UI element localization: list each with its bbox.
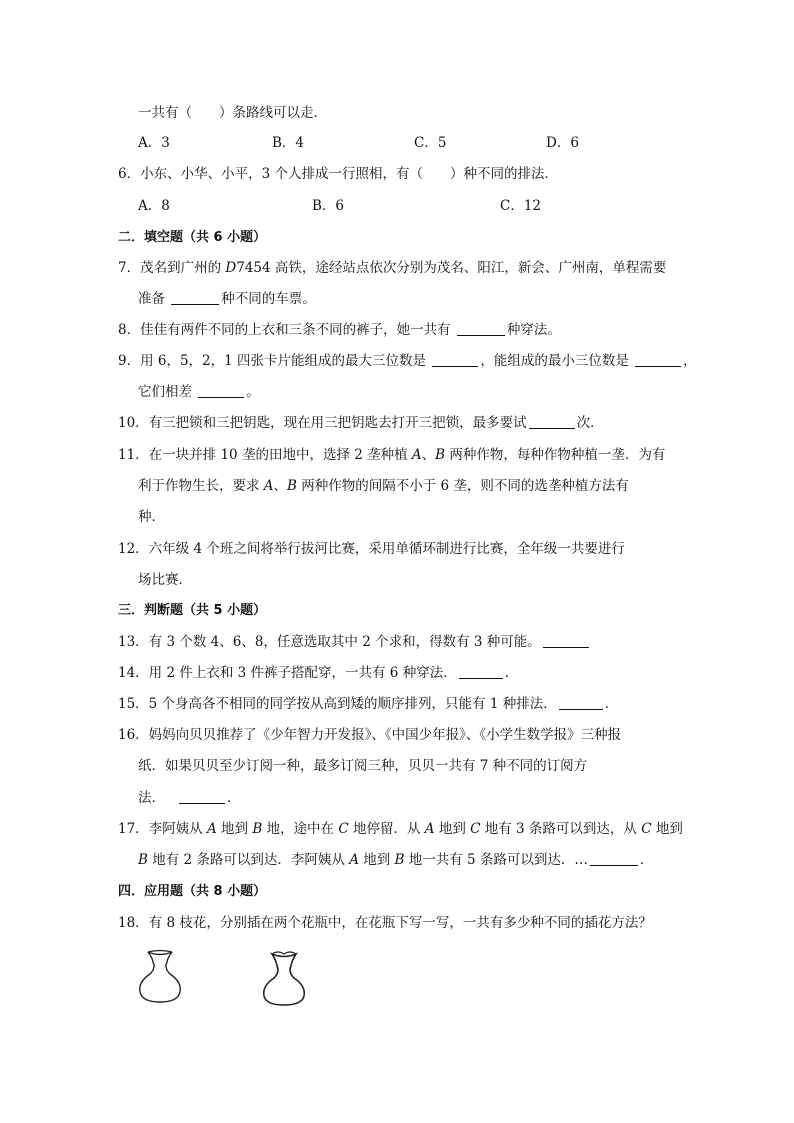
q10-line [118, 414, 604, 432]
q7-line1 [118, 259, 666, 277]
q17-var-c: C [338, 821, 349, 837]
q17-var-b3: B [394, 852, 405, 868]
q11-text-c: 两种作物，每种作物种植一垄．为有 [445, 447, 666, 463]
q9-text-d: 它们相差 [138, 384, 197, 400]
q16-line2: 纸．如果贝贝至少订阅一种，最多订阅三种，贝贝一共有 7 种不同的订阅方 [138, 758, 588, 774]
q17-var-a3: A [349, 852, 359, 868]
q17-text-f: 地有 3 条路可以到达，从 [480, 821, 642, 837]
q5-text: 一共有（ ）条路线可以走． [138, 105, 327, 121]
q17-text-j: 地一共有 5 条路可以到达．… [404, 852, 588, 868]
section-fill-in-title: 二．填空题（共 6 小题） [118, 230, 267, 245]
q14-text-a: 14．用 2 件上衣和 3 件裤子搭配穿，一共有 6 种穿法． [118, 665, 457, 681]
q17-var-b2: B [138, 852, 148, 868]
q9-text-a: 9．用 6，5，2，1 四张卡片能组成的最大三位数是 [118, 353, 431, 369]
q9-line2 [138, 383, 260, 401]
q14-text-b: ． [504, 665, 519, 681]
q8-line [118, 321, 561, 339]
q8-answer-blank[interactable] [457, 321, 505, 336]
q5-option-a: A．3 [138, 135, 170, 151]
q17-line1 [118, 820, 683, 838]
q13-line [118, 633, 591, 651]
q17-var-a2: A [424, 821, 435, 837]
q15-line [118, 695, 618, 713]
q6-option-a: A．8 [138, 198, 170, 214]
q9-text-b: ，能组成的最小三位数是 [480, 353, 634, 369]
q6-option-c: C．12 [500, 198, 542, 214]
q7-line2 [138, 290, 316, 308]
q9-answer-blank-max[interactable] [432, 352, 478, 367]
q7-text-a: 7．茂名到广州的 [118, 260, 226, 276]
q17-var-a: A [206, 821, 217, 837]
q17-text-d: 地停留．从 [348, 821, 425, 837]
q11-text-e: 、 [273, 478, 288, 494]
q11-var-a2: A [263, 478, 274, 494]
q16-line3 [138, 789, 241, 807]
q17-text-b: 地到 [216, 821, 253, 837]
q9-answer-blank-diff[interactable] [198, 383, 244, 398]
q9-answer-blank-min[interactable] [635, 352, 681, 367]
q11-var-a: A [411, 447, 422, 463]
q9-text-e: 。 [246, 384, 260, 400]
q16-answer-blank[interactable] [179, 789, 225, 804]
q11-text-f: 两种作物的间隔不小于 6 垄，则不同的选垄种植方法有 [296, 478, 629, 494]
q7-text-d: 种不同的车票。 [221, 291, 316, 307]
q15-text-a: 15．5 个身高各不相同的同学按从高到矮的顺序排列，只能有 1 种排法． [118, 696, 557, 712]
q17-line2 [138, 851, 653, 869]
q10-answer-blank[interactable] [529, 414, 575, 429]
q8-text-a: 8．佳佳有两件不同的上衣和三条不同的裤子，她一共有 [118, 322, 455, 338]
q11-line2 [138, 477, 629, 495]
q17-text-h: 地有 2 条路可以到达．李阿姨从 [147, 852, 350, 868]
q14-answer-blank[interactable] [459, 664, 503, 679]
q11-text-d: 利于作物生长，要求 [138, 478, 264, 494]
q17-text-a: 17．李阿姨从 [118, 821, 207, 837]
q7-var-d: D [225, 260, 237, 276]
q10-text-b: 次． [576, 415, 604, 431]
q15-answer-blank[interactable] [559, 695, 603, 710]
q11-line3: 种． [138, 509, 165, 525]
q7-text-b: 7454 高铁，途经站点依次分别为茂名、阳江，新会、广州南，单程需要 [236, 260, 667, 276]
q11-text-b: 、 [421, 447, 436, 463]
q17-text-i: 地到 [358, 852, 395, 868]
vase-icon [134, 948, 186, 1006]
q12-line1: 12．六年级 4 个班之间将举行拔河比赛，采用单循环制进行比赛，全年级一共要进行 [118, 541, 625, 557]
q11-var-b: B [435, 447, 446, 463]
q5-option-d: D．6 [546, 135, 579, 151]
q5-option-c: C．5 [414, 135, 447, 151]
q11-var-b2: B [287, 478, 297, 494]
q6-option-b: B．6 [312, 198, 345, 214]
q11-text-a: 11．在一块并排 10 垄的田地中，选择 2 垄种植 [118, 447, 412, 463]
section-judge-title: 三．判断题（共 5 小题） [118, 603, 267, 618]
q10-text-a: 10．有三把锁和三把钥匙，现在用三把钥匙去打开三把锁，最多要试 [118, 415, 527, 431]
q13-answer-blank[interactable] [543, 633, 589, 648]
q17-text-e: 地到 [434, 821, 471, 837]
q17-text-k: ． [639, 852, 654, 868]
q12-line2: 场比赛． [138, 572, 192, 588]
q17-answer-blank[interactable] [590, 851, 638, 866]
vase-icon-2 [258, 950, 310, 1008]
q17-text-g: 地到 [651, 821, 683, 837]
q5-option-b: B．4 [272, 135, 305, 151]
q7-answer-blank[interactable] [171, 290, 219, 305]
q18-text: 18．有 8 枝花，分别插在两个花瓶中，在花瓶下写一写，一共有多少种不同的插花方法？ [118, 915, 652, 931]
q7-text-c: 准备 [138, 291, 170, 307]
section-application-title: 四．应用题（共 8 小题） [118, 884, 267, 899]
q17-var-c3: C [641, 821, 652, 837]
q15-text-b: ． [604, 696, 619, 712]
q16-text-c: 法． [138, 790, 165, 806]
q14-line [118, 664, 518, 682]
q9-line1 [118, 352, 697, 370]
q16-text-d: ． [227, 790, 241, 806]
q11-line1 [118, 446, 665, 464]
q9-text-c: ， [683, 353, 697, 369]
q17-text-c: 地，途中在 [262, 821, 339, 837]
q17-var-c2: C [470, 821, 481, 837]
q13-text: 13．有 3 个数 4、6、8，任意选取其中 2 个求和，得数有 3 种可能。 [118, 634, 541, 650]
q8-text-b: 种穿法。 [506, 322, 561, 338]
q17-var-b: B [252, 821, 263, 837]
q16-line1: 16．妈妈向贝贝推荐了《少年智力开发报》、《中国少年报》、《小学生数学报》三种报 [118, 727, 622, 743]
q6-text: 6．小东、小华、小平，3 个人排成一行照相，有（ ）种不同的排法． [118, 166, 558, 182]
